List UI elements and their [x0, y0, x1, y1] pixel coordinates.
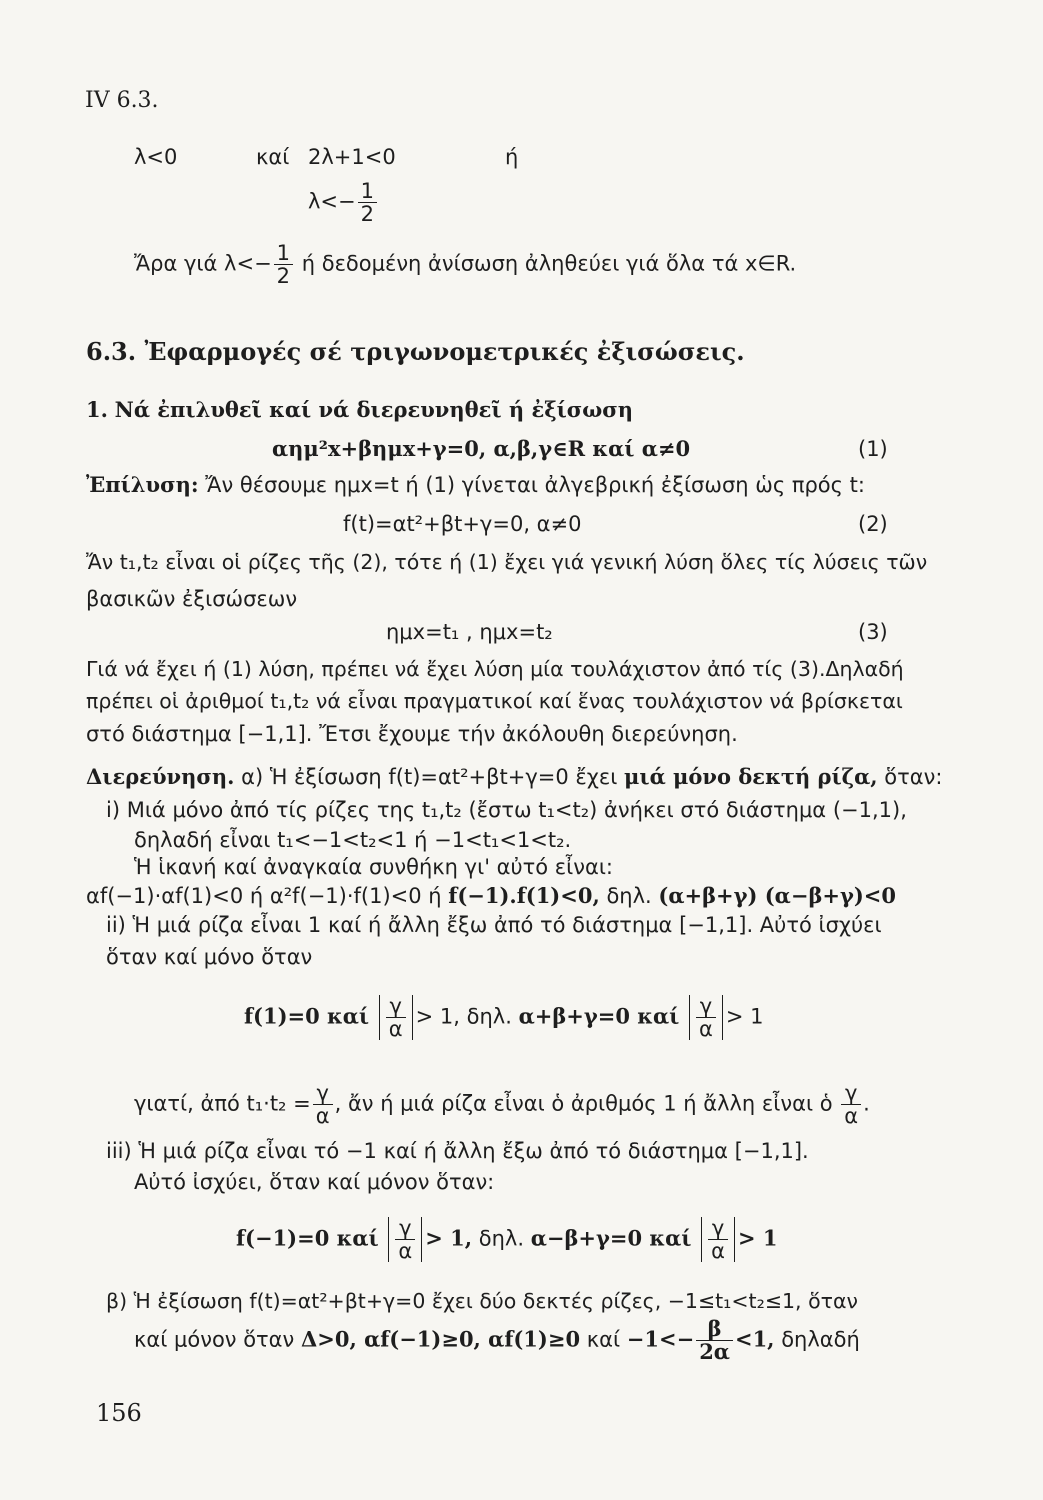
case-ii-condition — [244, 995, 764, 1040]
ii-sum: α+β+γ=0 καί — [518, 1003, 680, 1029]
discussion-a-bold: μιά μόνο δεκτή ρίζα, — [624, 764, 878, 789]
iii-dil: δηλ. — [478, 1226, 525, 1251]
case-iii-line-1: iii) Ἡ μιά ρίζα εἶναι τό −1 καί ή ἄλλη ἔξω ἀπό τό διάστημα [−1,1]. — [106, 1139, 809, 1163]
case-i-dil: δηλ. — [606, 884, 652, 908]
case-i-condition-a: αf(−1)·αf(1)<0 ή α²f(−1)·f(1)<0 ή — [86, 884, 442, 908]
iii-f: f(−1)=0 καί — [236, 1225, 379, 1251]
case-iii-condition — [236, 1217, 778, 1262]
case-b-line-2 — [134, 1318, 860, 1363]
ii-gt1: > 1, — [415, 1004, 460, 1029]
fraction-one-half: $\frac{1}{2}$ — [358, 180, 377, 225]
b-line2-b: Δ>0, αf(−1)≥0, αf(1)≥0 — [300, 1326, 581, 1352]
conclusion-line — [134, 242, 796, 287]
condition-2lambda: 2λ+1<0 — [308, 145, 396, 169]
b-line2-f: δηλαδή — [781, 1327, 860, 1352]
frac-gamma-alpha-2: $\frac{\gamma}{\alpha}$ — [696, 995, 716, 1040]
abs-gamma-over-alpha-4 — [701, 1217, 735, 1262]
section-reference: IV 6.3. — [85, 88, 159, 113]
solution-line-5: πρέπει οἱ ἀριθμοί t₁,t₂ νά εἶναι πραγματικοί καί ἕνας τουλάχιστον νά βρίσκεται — [86, 689, 903, 713]
why-c: . — [863, 1091, 870, 1116]
fraction-one-half-2: $\frac{1}{2}$ — [274, 242, 293, 287]
why-b: , ἄν ή μιά ρίζα εἶναι ὁ ἀριθμός 1 ή ἄλλη εἶναι ὁ — [334, 1091, 833, 1116]
solution-line-6: στό διάστημα [−1,1]. Ἔτσι ἔχουμε τήν ἀκόλουθη διερεύνηση. — [86, 722, 738, 746]
equation-number-2: (2) — [858, 512, 888, 536]
case-iii-line-2: Αὐτό ἰσχύει, ὅταν καί μόνον ὅταν: — [134, 1170, 495, 1194]
problem-label: 1. — [86, 397, 108, 422]
discussion-a-end: ὅταν: — [884, 765, 943, 789]
why-line — [134, 1082, 870, 1127]
equation-3: ημx=t₁ , ημx=t₂ — [386, 620, 553, 644]
ara-suffix: ή δεδομένη ἀνίσωση ἀληθεύει γιά ὅλα τά x∈R. — [301, 251, 797, 276]
solution-line-3: βασικῶν ἐξισώσεων — [86, 587, 298, 611]
case-b-line-1: β) Ἡ ἐξίσωση f(t)=αt²+βt+γ=0 ἔχει δύο δεκτές ρίζες, −1≤t₁<t₂≤1, ὅταν — [106, 1289, 858, 1313]
lambda-lt-text: λ<− — [308, 189, 356, 214]
solution-line-1 — [86, 473, 865, 497]
case-i-condition-d: (α+β+γ) (α−β+γ)<0 — [658, 883, 896, 908]
frac-gamma-alpha-5: $\frac{\gamma}{\alpha}$ — [395, 1217, 415, 1262]
case-i-condition-b: f(−1).f(1)<0, — [448, 883, 600, 908]
b-line2-c: καί — [586, 1327, 621, 1352]
b-line2-d: −1<− — [626, 1326, 695, 1352]
case-ii-line-1: ii) Ἡ μιά ρίζα εἶναι 1 καί ή ἄλλη ἔξω ἀπό τό διάστημα [−1,1]. Αὐτό ἰσχύει — [106, 913, 882, 937]
frac-beta-2alpha: $\frac{\beta}{2\alpha}$ — [696, 1318, 733, 1363]
or-word: ή — [505, 145, 519, 169]
discussion-a-text: α) Ἡ ἐξίσωση f(t)=αt²+βt+γ=0 ἔχει — [241, 765, 618, 789]
ii-dil: δηλ. — [466, 1004, 512, 1029]
frac-gamma-alpha-3: $\frac{\gamma}{\alpha}$ — [313, 1082, 333, 1127]
equation-number-3: (3) — [858, 620, 888, 644]
iii-gtb: > 1 — [738, 1225, 778, 1251]
ii-gt1b: > 1 — [725, 1004, 764, 1029]
problem-text: Νά ἐπιλυθεῖ καί νά διερευνηθεῖ ή ἐξίσωση — [114, 397, 634, 422]
case-i-line-3: Ἡ ἱκανή καί ἀναγκαία συνθήκη γι' αὐτό εἶναι: — [134, 855, 614, 879]
ara-prefix: Ἄρα γιά λ<− — [134, 251, 272, 276]
ii-f1: f(1)=0 καί — [244, 1003, 370, 1029]
problem-statement — [86, 398, 633, 422]
iii-gt: > 1, — [425, 1225, 473, 1251]
case-ii-line-2: ὅταν καί μόνο ὅταν — [106, 945, 313, 969]
equation-number-1: (1) — [858, 437, 888, 461]
discussion-a-line — [86, 765, 942, 789]
page-number: 156 — [96, 1399, 142, 1427]
case-i-line-2: δηλαδή εἶναι t₁<−1<t₂<1 ή −1<t₁<1<t₂. — [134, 828, 572, 852]
b-line2-e: <1, — [734, 1326, 775, 1352]
lambda-inequality — [308, 180, 379, 225]
main-equation: αημ²x+βημx+γ=0, α,β,γ∈R καί α≠0 — [272, 436, 691, 461]
iii-sum: α−β+γ=0 καί — [530, 1225, 692, 1251]
and-word: καί — [256, 145, 290, 169]
case-i-line-1: i) Μιά μόνο ἀπό τίς ρίζες της t₁,t₂ (ἔστω t₁<t₂) ἀνήκει στό διάστημα (−1,1), — [106, 798, 907, 822]
solution-line-4: Γιά νά ἔχει ή (1) λύση, πρέπει νά ἔχει λύση μία τουλάχιστον ἀπό τίς (3).Δηλαδή — [86, 657, 904, 681]
frac-gamma-alpha-4: $\frac{\gamma}{\alpha}$ — [841, 1082, 861, 1127]
case-i-line-4 — [86, 884, 896, 908]
section-title: 6.3. Ἐφαρμογές σέ τριγωνομετρικές ἐξισώσεις. — [86, 337, 745, 366]
discussion-label: Διερεύνηση. — [86, 764, 235, 789]
abs-gamma-over-alpha-2 — [689, 995, 723, 1040]
frac-gamma-alpha-6: $\frac{\gamma}{\alpha}$ — [708, 1217, 728, 1262]
solution-label: Ἐπίλυση: — [86, 472, 199, 497]
condition-lambda-negative: λ<0 — [134, 145, 178, 169]
solution-line-2: Ἄν t₁,t₂ εἶναι οἱ ρίζες τῆς (2), τότε ή (1) ἔχει γιά γενική λύση ὅλες τίς λύσεις τῶν — [86, 550, 928, 574]
b-line2-a: καί μόνον ὅταν — [134, 1327, 295, 1352]
abs-gamma-over-alpha — [379, 995, 413, 1040]
why-a: γιατί, ἀπό t₁·t₂ = — [134, 1091, 311, 1116]
abs-gamma-over-alpha-3 — [388, 1217, 422, 1262]
solution-text-1: Ἄν θέσουμε ημx=t ή (1) γίνεται ἀλγεβρική ἐξίσωση ὡς πρός t: — [205, 473, 865, 497]
equation-2: f(t)=αt²+βt+γ=0, α≠0 — [343, 512, 582, 536]
frac-gamma-alpha: $\frac{\gamma}{\alpha}$ — [386, 995, 406, 1040]
